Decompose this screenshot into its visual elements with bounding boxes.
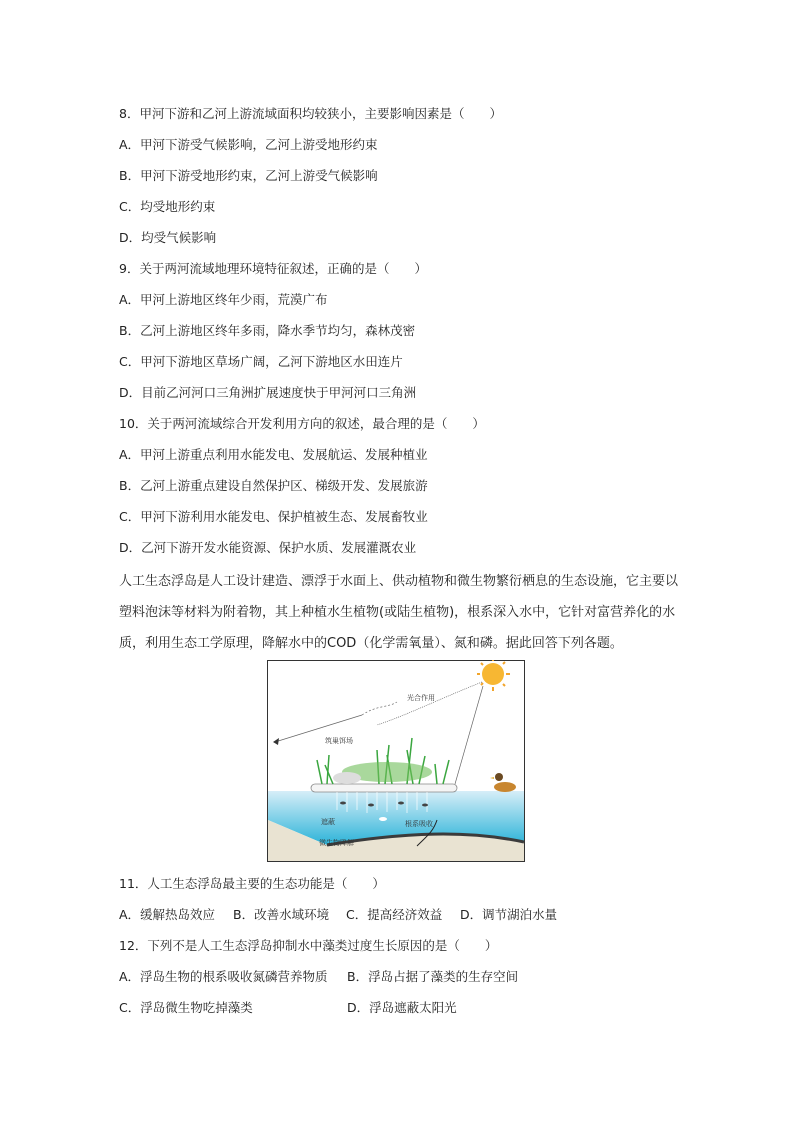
q11-option-c: C．提高经济效益 bbox=[346, 907, 443, 922]
q9-stem: 9．关于两河流域地理环境特征叙述，正确的是（ ） bbox=[119, 261, 427, 276]
q9-option-c: C．甲河下游地区草场广阔，乙河下游地区水田连片 bbox=[119, 354, 403, 369]
q8-option-d: D．均受气候影响 bbox=[119, 230, 217, 245]
q11-option-a: A．缓解热岛效应 bbox=[119, 907, 216, 922]
q10-option-c: C．甲河下游利用水能发电、保护植被生态、发展畜牧业 bbox=[119, 509, 428, 524]
label-shading: 遮蔽 bbox=[321, 818, 335, 826]
ecological-floating-island-figure bbox=[267, 660, 525, 862]
q9-option-b: B．乙河上游地区终年多雨，降水季节均匀，森林茂密 bbox=[119, 323, 416, 338]
q12-option-a: A．浮岛生物的根系吸收氮磷营养物质 bbox=[119, 969, 328, 984]
q10-option-b: B．乙河上游重点建设自然保护区、梯级开发、发展旅游 bbox=[119, 478, 428, 493]
q9-option-a: A．甲河上游地区终年少雨，荒漠广布 bbox=[119, 292, 328, 307]
label-root-absorption: 根系吸收 bbox=[405, 820, 433, 828]
q10-stem: 10．关于两河流域综合开发利用方向的叙述，最合理的是（ ） bbox=[119, 416, 485, 431]
q12-option-b: B．浮岛占据了藻类的生存空间 bbox=[347, 969, 519, 984]
q9-option-d: D．目前乙河河口三角洲扩展速度快于甲河河口三角洲 bbox=[119, 385, 417, 400]
nesting-bird bbox=[333, 772, 361, 784]
q8-option-c: C．均受地形约束 bbox=[119, 199, 216, 214]
fish-icon bbox=[379, 817, 387, 821]
q12-option-c: C．浮岛微生物吃掉藻类 bbox=[119, 1000, 253, 1015]
q11-stem: 11．人工生态浮岛最主要的生态功能是（ ） bbox=[119, 876, 385, 891]
label-microbial-degradation: 微生物降解 bbox=[319, 839, 354, 847]
q8-stem: 8．甲河下游和乙河上游流域面积均较狭小，主要影响因素是（ ） bbox=[119, 106, 502, 121]
q8-option-b: B．甲河下游受地形约束，乙河上游受气候影响 bbox=[119, 168, 378, 183]
q12-options-row-2 bbox=[119, 1000, 679, 1016]
q11-options bbox=[119, 907, 679, 923]
label-photosynthesis: 光合作用 bbox=[407, 694, 435, 702]
q11-option-d: D．调节湖泊水量 bbox=[460, 907, 558, 922]
label-bird-habitat: 筑巢饵场 bbox=[325, 737, 353, 745]
floating-mat bbox=[311, 784, 457, 792]
q12-option-d: D．浮岛遮蔽太阳光 bbox=[347, 1000, 457, 1015]
q12-options-row-1 bbox=[119, 969, 679, 985]
q12-stem: 12．下列不是人工生态浮岛抑制水中藻类过度生长原因的是（ ） bbox=[119, 938, 498, 953]
reading-passage: 人工生态浮岛是人工设计建造、漂浮于水面上、供动植物和微生物繁衍栖息的生态设施，它主要以塑料泡沫等材料为附着物，其上种植水生植物(或陆生植物)，根系深入水中，它针对富营养化的水质，利用生态工学原理，降解水中的COD（化学需氧量）、氮和磷。据此回答下列各题。 bbox=[119, 574, 679, 651]
q10-option-d: D．乙河下游开发水能资源、保护水质、发展灌溉农业 bbox=[119, 540, 417, 555]
q10-option-a: A．甲河上游重点利用水能发电、发展航运、发展种植业 bbox=[119, 447, 428, 462]
q11-option-b: B．改善水域环境 bbox=[233, 907, 330, 922]
q8-option-a: A．甲河下游受气候影响，乙河上游受地形约束 bbox=[119, 137, 378, 152]
